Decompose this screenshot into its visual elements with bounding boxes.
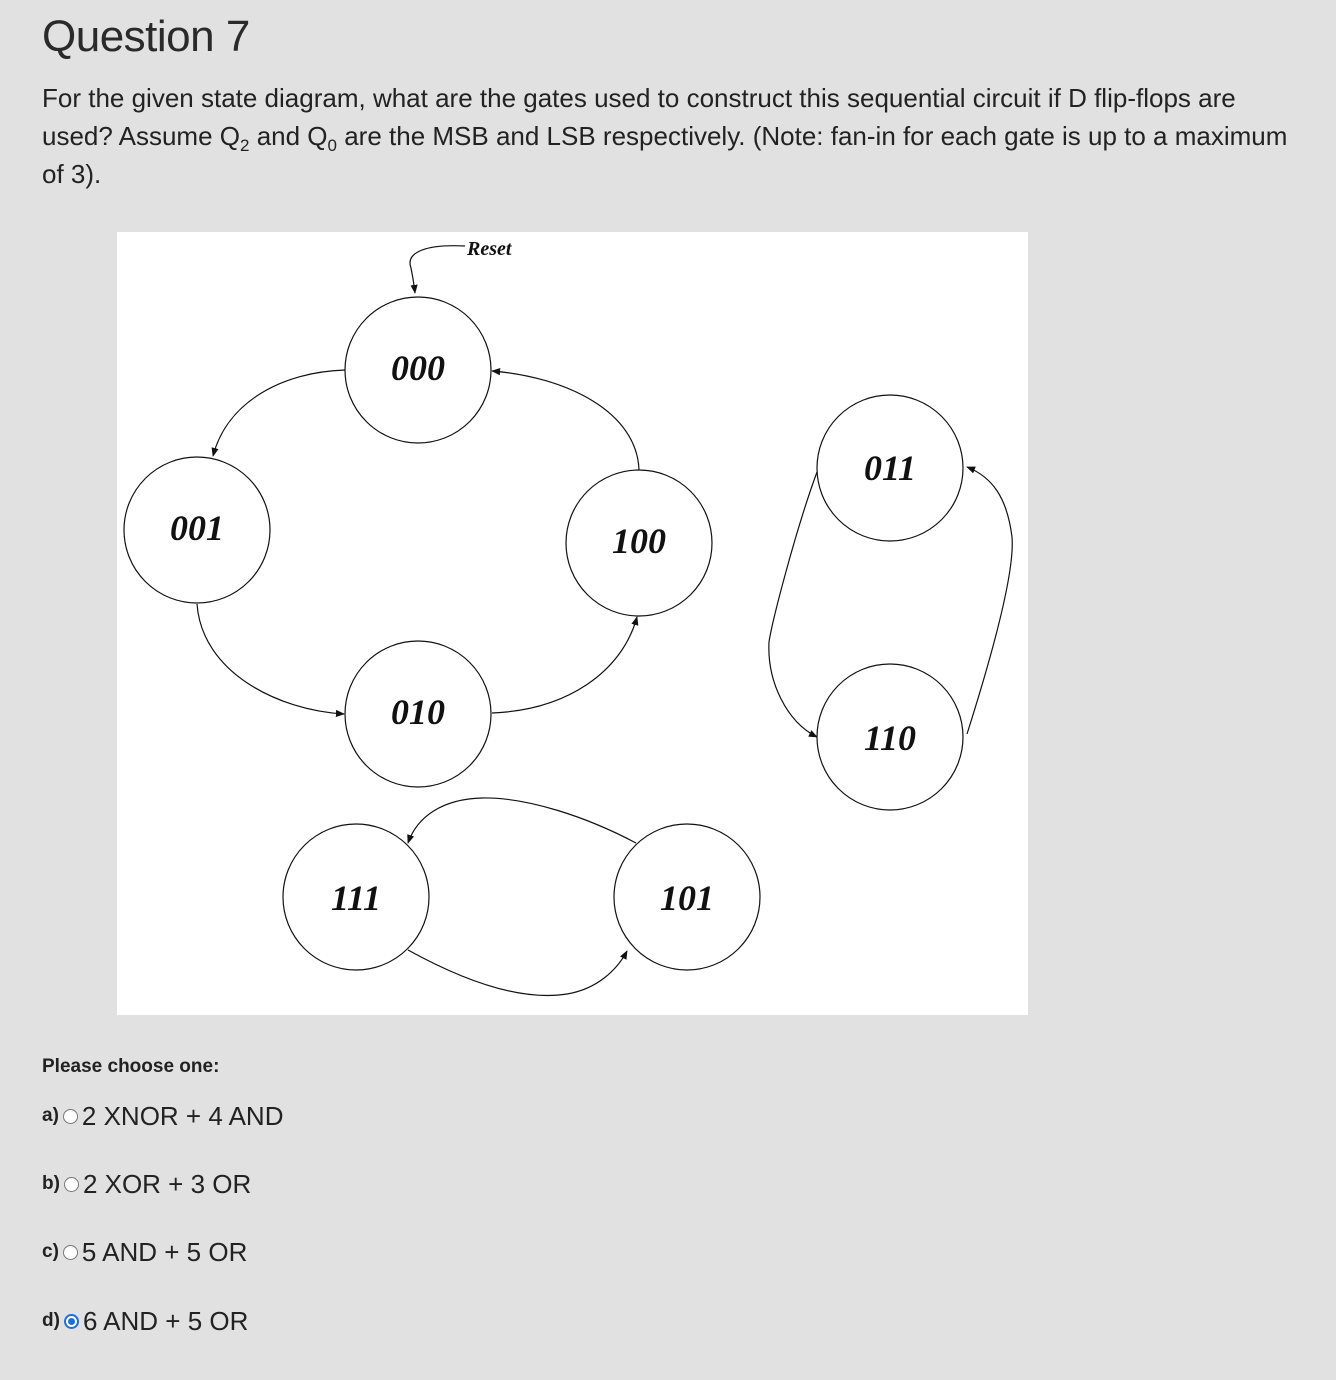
state-diagram [117, 232, 1028, 1015]
arc-110-to-011 [967, 467, 1012, 734]
option-label[interactable]: 6 AND + 5 OR [82, 1305, 249, 1336]
option-label[interactable]: 5 AND + 5 OR [81, 1236, 248, 1267]
svg-text:000: 000 [391, 348, 445, 388]
state-000 [345, 297, 491, 443]
state-110 [817, 664, 963, 810]
arc-011-to-110 [769, 472, 817, 737]
question-text: For the given state diagram, what are the gates used to construct this sequential circuit if D flip-flops are used? Assume $Q_2$ and $Q_0$ are the MSB and LSB respectively. (Note: fan-in for each gate is up to a maximum of 3). [42, 83, 1288, 189]
svg-text:110: 110 [863, 718, 917, 758]
option-c-radio[interactable] [63, 1245, 78, 1260]
option-d[interactable] [42, 1304, 248, 1338]
state-101 [614, 824, 760, 970]
option-b[interactable] [42, 1167, 251, 1201]
option-a-radio[interactable] [63, 1109, 78, 1124]
arc-111-to-101 [408, 950, 627, 996]
option-label[interactable]: 2 XNOR + 4 AND [81, 1100, 284, 1131]
option-b-radio[interactable] [64, 1177, 79, 1192]
svg-text:111: 111 [330, 878, 382, 918]
svg-text:001: 001 [170, 508, 224, 548]
option-letter: b) [42, 1173, 60, 1194]
svg-text:101: 101 [660, 878, 714, 918]
state-111 [283, 824, 429, 970]
option-letter: a) [42, 1105, 59, 1126]
option-label[interactable]: 2 XOR + 3 OR [82, 1168, 252, 1199]
arc-010-to-100 [492, 617, 637, 713]
choose-prompt: Please choose one: [42, 1056, 220, 1077]
svg-text:011: 011 [863, 448, 917, 488]
reset-label: Reset [467, 238, 512, 260]
arc-100-to-000 [492, 371, 639, 470]
state-011 [817, 395, 963, 541]
reset-arrow [410, 246, 465, 293]
option-letter: c) [42, 1241, 59, 1262]
svg-text:100: 100 [612, 521, 666, 561]
state-010 [345, 641, 491, 787]
option-a[interactable] [42, 1099, 283, 1133]
state-100 [566, 470, 712, 616]
arc-000-to-001 [213, 370, 345, 456]
option-c[interactable] [42, 1235, 247, 1269]
state-001 [124, 457, 270, 603]
option-d-radio[interactable] [64, 1314, 79, 1329]
arc-101-to-111 [408, 798, 636, 843]
svg-text:010: 010 [391, 692, 445, 732]
question-title: Question 7 [42, 12, 250, 61]
option-letter: d) [42, 1310, 60, 1331]
arc-001-to-010 [197, 604, 344, 714]
